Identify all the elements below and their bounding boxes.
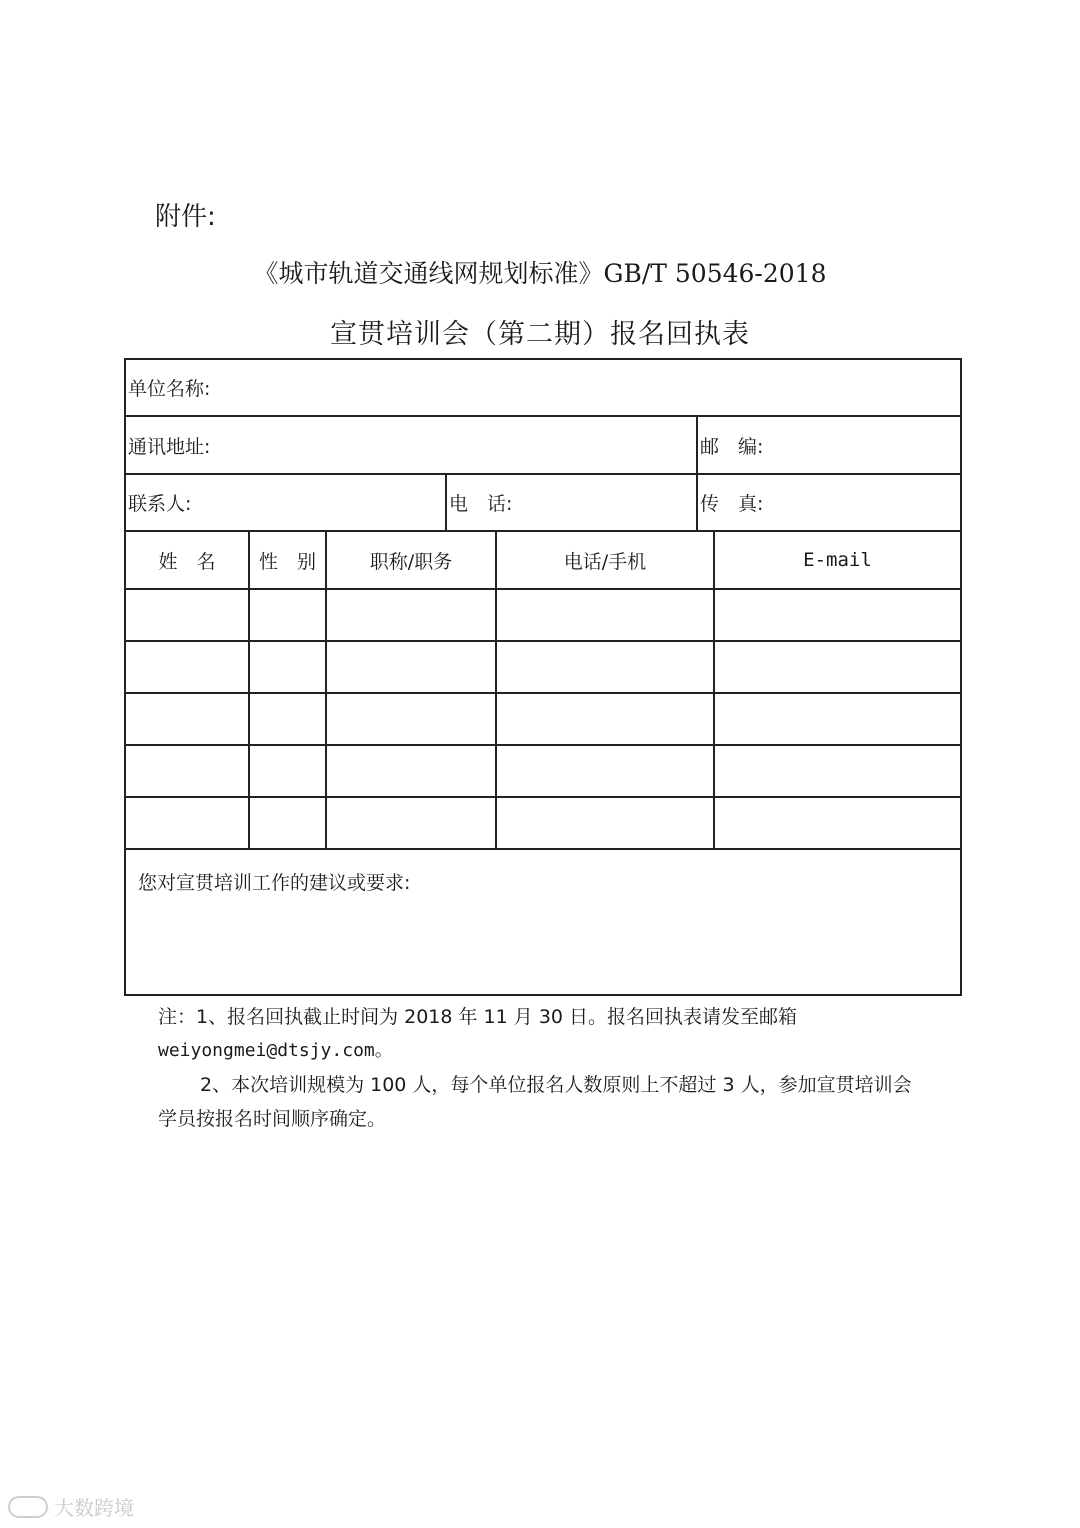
name-cell[interactable] <box>126 746 250 796</box>
form-title: 宣贯培训会（第二期）报名回执表 <box>330 319 750 350</box>
watermark-logo-icon <box>8 1496 48 1518</box>
email-cell[interactable] <box>715 798 960 848</box>
title-cell[interactable] <box>327 694 497 744</box>
column-header-phone: 电话/手机 <box>497 532 715 588</box>
gender-cell[interactable] <box>250 590 327 640</box>
gender-cell[interactable] <box>250 746 327 796</box>
title-cell[interactable] <box>327 798 497 848</box>
suggestions-field[interactable]: 您对宣贯培训工作的建议或要求: <box>138 872 411 894</box>
fax-field[interactable]: 传 真: <box>700 493 764 515</box>
contact-row <box>124 475 962 532</box>
column-header-gender: 性 别 <box>250 532 327 588</box>
postcode-field[interactable]: 邮 编: <box>700 435 764 458</box>
column-header-title: 职称/职务 <box>327 532 497 588</box>
mobile-cell[interactable] <box>497 746 715 796</box>
column-header-email: E-mail <box>803 549 872 571</box>
title-cell[interactable] <box>327 746 497 796</box>
mobile-cell[interactable] <box>497 590 715 640</box>
table-header-row <box>124 532 962 590</box>
note-2: 2、本次培训规模为 100 人，每个单位报名人数原则上不超过 3 人，参加宣贯培训会学员按报名时间顺序确定。 <box>158 1074 912 1130</box>
document-title: 《城市轨道交通线网规划标准》GB/T 50546-2018 <box>253 259 827 288</box>
gender-cell[interactable] <box>250 694 327 744</box>
name-cell[interactable] <box>126 590 250 640</box>
mobile-cell[interactable] <box>497 694 715 744</box>
table-row <box>124 642 962 694</box>
address-field[interactable]: 通讯地址: <box>126 417 698 473</box>
name-cell[interactable] <box>126 642 250 692</box>
table-row <box>124 746 962 798</box>
name-cell[interactable] <box>126 694 250 744</box>
registration-form <box>124 358 962 996</box>
gender-cell[interactable] <box>250 642 327 692</box>
email-cell[interactable] <box>715 746 960 796</box>
email-cell[interactable] <box>715 590 960 640</box>
name-cell[interactable] <box>126 798 250 848</box>
notes-section <box>158 1000 928 1136</box>
mobile-cell[interactable] <box>497 642 715 692</box>
table-row <box>124 694 962 746</box>
mobile-cell[interactable] <box>497 798 715 848</box>
gender-cell[interactable] <box>250 798 327 848</box>
email-cell[interactable] <box>715 642 960 692</box>
table-row <box>124 798 962 850</box>
note-1-email: weiyongmei@dtsjy.com。 <box>158 1040 393 1061</box>
watermark-text: 大数跨境 <box>54 1496 134 1520</box>
phone-field[interactable]: 电 话: <box>447 475 698 530</box>
attachment-label: 附件: <box>155 202 216 232</box>
title-cell[interactable] <box>327 590 497 640</box>
column-header-name: 姓 名 <box>126 532 250 588</box>
table-row <box>124 590 962 642</box>
email-cell[interactable] <box>715 694 960 744</box>
suggestions-row <box>124 850 962 996</box>
unit-name-row <box>124 358 962 417</box>
address-row <box>124 417 962 475</box>
title-cell[interactable] <box>327 642 497 692</box>
note-1: 注：1、报名回执截止时间为 2018 年 11 月 30 日。报名回执表请发至邮箱 <box>158 1006 798 1028</box>
watermark <box>8 1492 134 1521</box>
contact-field[interactable]: 联系人: <box>126 475 447 530</box>
unit-name-field[interactable]: 单位名称: <box>128 378 211 400</box>
